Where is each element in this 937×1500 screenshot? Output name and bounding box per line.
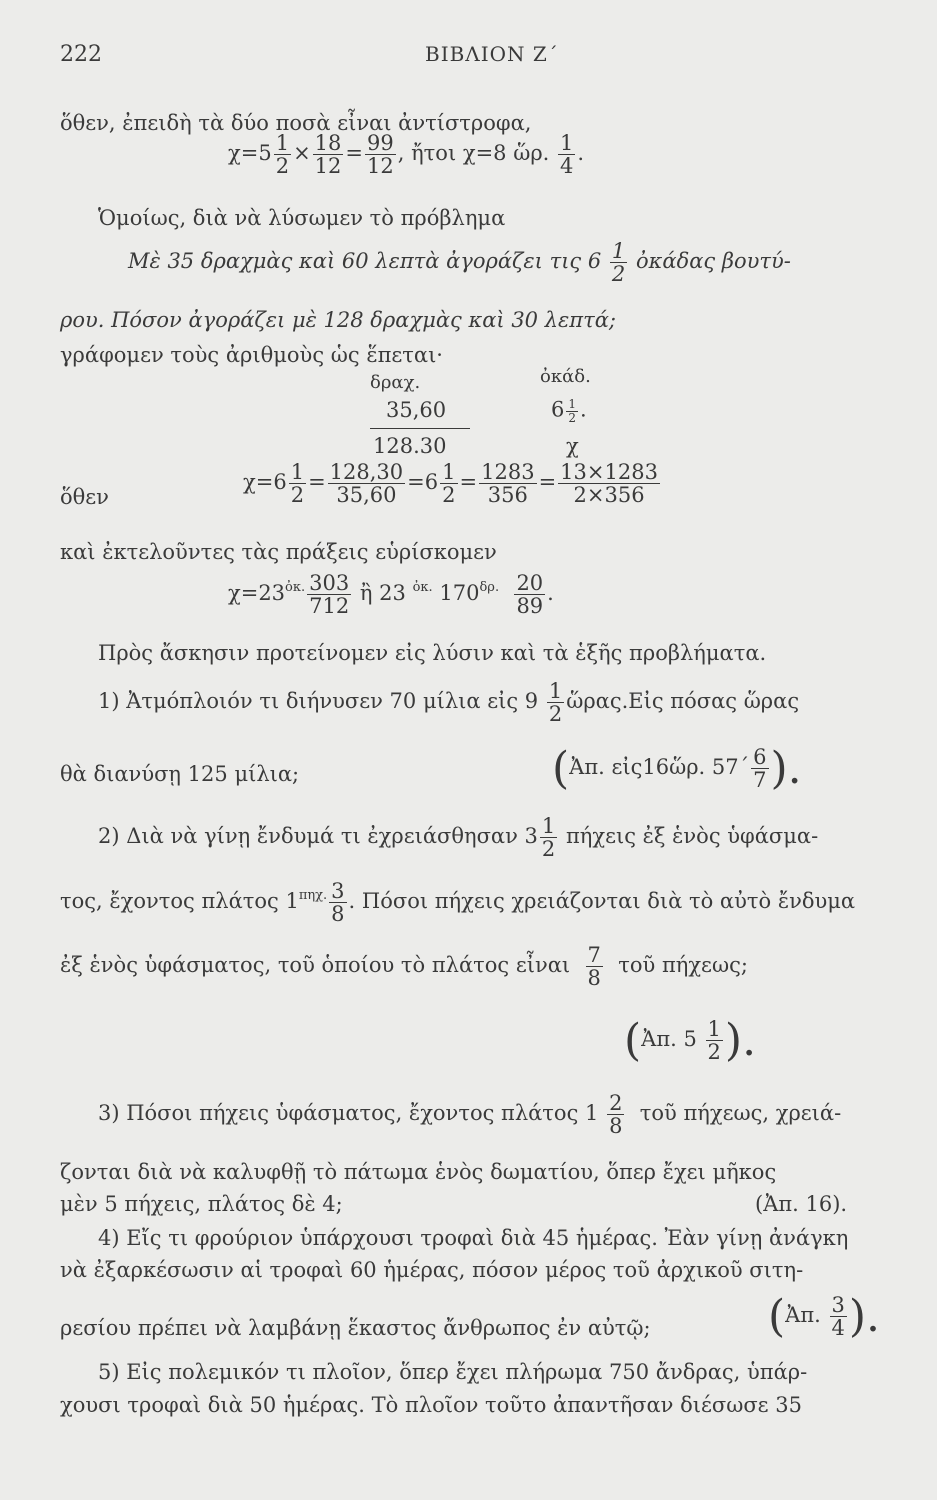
text-line-9: καὶ ἐκτελοῦντες τὰς πράξεις εὑρίσκομεν (60, 540, 497, 564)
problem-3: 3) Πόσοι πήχεις ὑφάσματος, ἔχοντος πλάτος 1 $\frac{2}{8}$ τοῦ πήχεως, χρειά- (98, 1091, 842, 1139)
problem-2-cont: τος, ἔχοντος πλάτος $1^{\pi\eta\chi.}$ $\frac{3}{8}$ . Πόσοι πήχεις χρειάζονται διὰ τὸ αὐτὸ ἔνδυμα (60, 879, 856, 927)
text-othen: ὅθεν (60, 485, 109, 509)
page-number: 222 (60, 42, 102, 67)
problem-4-cont-2: ρεσίου πρέπει νὰ λαμβάνῃ ἕκαστος ἄνθρωπος ἐν αὐτῷ; (60, 1316, 651, 1340)
fraction-303-712: $\frac{303}{712}$ (309, 571, 350, 619)
fraction-6-7: $\frac{6}{7}$ (753, 745, 767, 793)
problem-1-cont: θὰ διανύσῃ 125 μίλια; (60, 762, 300, 786)
fraction-half: $\frac{1}{2}$ (707, 1017, 721, 1065)
problem-5: 5) Εἰς πολεμικόν τι πλοῖον, ὅπερ ἔχει πλήρωμα 750 ἄνδρας, ὑπάρ- (98, 1360, 808, 1384)
text-line-11: Πρὸς ἄσκησιν προτείνομεν εἰς λύσιν καὶ τὰ ἑξῆς προβλήματα. (98, 641, 767, 665)
text-line-3: Ὁμοίως, διὰ νὰ λύσωμεν τὸ πρόβλημα (98, 206, 506, 230)
fraction-half: $\frac{1}{2}$ (541, 814, 556, 862)
fraction-half: $\frac{1}{2}$ (442, 460, 456, 508)
running-title: ΒΙΒΛΙΟΝ Ζ΄ (425, 42, 559, 66)
table-value-x: χ (566, 434, 579, 458)
text-line-1: ὅθεν, ἐπειδὴ τὰ δύο ποσὰ εἶναι ἀντίστροφα, (60, 111, 532, 135)
equation-1: χ=5 $\frac{1}{2}$ × $\frac{18}{12}$ = $\frac{99}{12}$ , ἤτοι χ=8 ὥρ. $\frac{1}{4}$ . (228, 131, 585, 179)
problem-4: 4) Εἴς τι φρούριον ὑπάρχουσι τροφαὶ διὰ 45 ἡμέρας. Ἐὰν γίνῃ ἀνάγκη (98, 1226, 849, 1250)
fraction-1283-356: $\frac{1283}{356}$ (481, 460, 535, 508)
table-header-okades: ὀκάδ. (540, 366, 591, 387)
fraction-product: $\frac{13\times 1283}{2\times 356}$ (560, 460, 658, 508)
table-value-6-half: 6 $\frac{1}{2}$ . (551, 397, 587, 425)
problem-statement: Μὲ 35 δραχμὰς καὶ 60 λεπτὰ ἀγοράζει τις 6 $\frac{1}{2}$ ὀκάδας βουτύ- (128, 239, 791, 287)
fraction-18-12: $\frac{18}{12}$ (314, 131, 342, 179)
table-value-128-30: 128.30 (373, 434, 447, 458)
fraction-quarter: $\frac{1}{4}$ (560, 131, 574, 179)
table-rule (370, 428, 470, 429)
problem-3-cont: ζονται διὰ νὰ καλυφθῇ τὸ πάτωμα ἑνὸς δωματίου, ὅπερ ἔχει μῆκος (60, 1160, 777, 1184)
equation-3: $\chi=23^{ὀ\kappa.}$ $\frac{303}{712}$ ἢ 23 $^{ὀ\kappa.}$ $170^{\delta\rho.}$ $\frac{20}{89}$ . (228, 571, 554, 619)
text-line-6: γράφομεν τοὺς ἀριθμοὺς ὡς ἕπεται· (60, 343, 443, 367)
fraction-7-8: $\frac{7}{8}$ (587, 943, 601, 991)
problem-2: 2) Διὰ νὰ γίνῃ ἔνδυμά τι ἐχρειάσθησαν 3 $\frac{1}{2}$ πήχεις ἐξ ἑνὸς ὑφάσμα- (98, 814, 819, 862)
fraction-half: $\frac{1}{2}$ (548, 679, 563, 727)
problem-statement-cont: ρου. Πόσον ἀγοράζει μὲ 128 δραχμὰς καὶ 30 λεπτά; (60, 308, 616, 332)
fraction-half: $\frac{1}{2}$ (611, 239, 626, 287)
problem-4-cont: νὰ ἐξαρκέσωσιν αἱ τροφαὶ 60 ἡμέρας, πόσον μέρος τοῦ ἀρχικοῦ σιτη- (60, 1258, 804, 1282)
fraction-128-35: $\frac{128,30}{35,60}$ (329, 460, 404, 508)
fraction-half: $\frac{1}{2}$ (275, 131, 290, 179)
fraction-99-12: $\frac{99}{12}$ (367, 131, 394, 179)
answer-3: (Ἀπ. 16). (755, 1192, 848, 1216)
table-value-35-60: 35,60 (386, 398, 447, 422)
answer-1: (Ἀπ. εἰς16ὥρ. 57΄ $\frac{6}{7}$ ). (552, 742, 802, 794)
answer-4: (Ἀπ. $\frac{3}{4}$ ). (768, 1290, 881, 1342)
fraction-2-8: $\frac{2}{8}$ (609, 1091, 623, 1139)
problem-5-cont: χουσι τροφαὶ διὰ 50 ἡμέρας. Τὸ πλοῖον τοῦτο ἀπαντῆσαν διέσωσε 35 (60, 1393, 802, 1417)
fraction-half: $\frac{1}{2}$ (290, 460, 305, 508)
equation-2: χ=6 $\frac{1}{2}$ = $\frac{128,30}{35,60}$ =6 $\frac{1}{2}$ = $\frac{1283}{356}$ = $\frac{13\times 1283}{2\times 356}$ (243, 460, 658, 508)
problem-1: 1) Ἀτμόπλοιόν τι διήνυσεν 70 μίλια εἰς 9 $\frac{1}{2}$ ὥρας.Εἰς πόσας ὥρας (98, 679, 800, 727)
fraction-20-89: $\frac{20}{89}$ (516, 571, 544, 619)
problem-2-cont-2: ἐξ ἑνὸς ὑφάσματος, τοῦ ὁποίου τὸ πλάτος εἶναι $\frac{7}{8}$ τοῦ πήχεως; (60, 943, 748, 991)
table-header-drachmas: δραχ. (370, 372, 421, 393)
fraction-3-8: $\frac{3}{8}$ (331, 879, 345, 927)
problem-3-cont-2: μὲν 5 πήχεις, πλάτος δὲ 4; (60, 1192, 343, 1216)
answer-2: (Ἀπ. 5 $\frac{1}{2}$ ). (624, 1014, 757, 1066)
fraction-3-4: $\frac{3}{4}$ (831, 1293, 845, 1341)
